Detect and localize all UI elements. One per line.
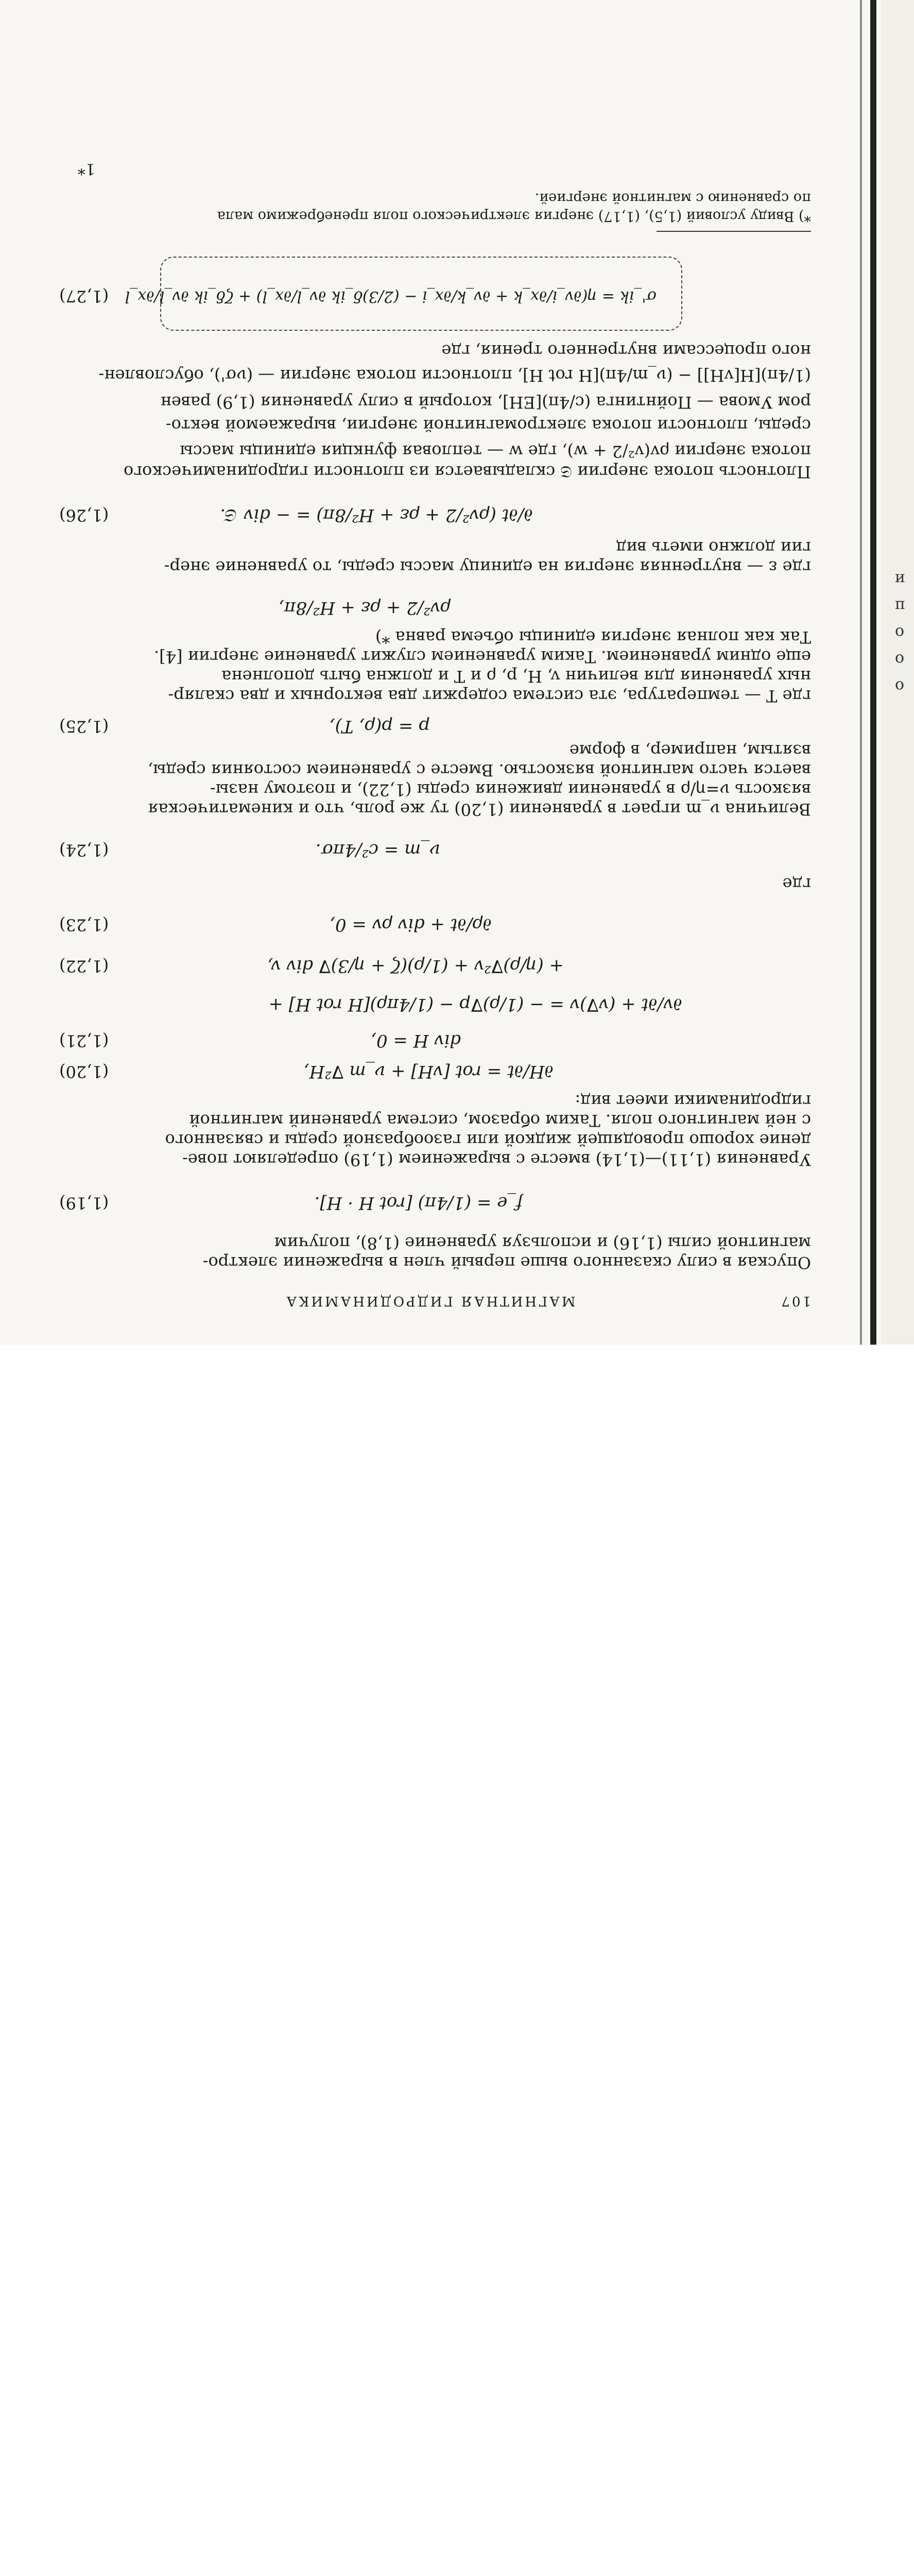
- edge-glyph: о: [895, 675, 905, 693]
- text-line: еще одним уравнением. Таким уравнением служит уравнение энергии [4].: [153, 647, 811, 667]
- equation: f_e = (1/4π) [rot H · H].: [314, 1193, 523, 1213]
- equation: ρv²/2 + ρε + H²/8π,: [279, 598, 451, 618]
- equation: div H = 0,: [371, 1030, 461, 1051]
- edge-glyph: п: [895, 595, 905, 613]
- text-line: Опуская в силу сказанного выше первый член в выражении электро-: [202, 1253, 811, 1273]
- text-line: где: [782, 874, 811, 894]
- book-spine-edge: [870, 0, 876, 1345]
- page-number: 107: [779, 1293, 811, 1309]
- equation: ν_m = c²/4πσ.: [315, 840, 440, 860]
- signature-mark: 1*: [77, 160, 95, 178]
- equation-number: (1,25): [59, 717, 109, 736]
- equation: ∂H/∂t = rot [vH] + ν_m ∇²H,: [303, 1061, 554, 1082]
- equation-number: (1,27): [59, 286, 109, 306]
- text-line: потока энергии ρv(v²/2 + w), где w — тепловая функция единицы массы: [180, 442, 811, 461]
- edge-glyph: и: [895, 568, 905, 586]
- text-line: Так как полная энергия единицы объема равна *): [375, 628, 811, 647]
- text-line: гидродинамики имеет вид:: [575, 1091, 811, 1111]
- page-header: [49, 1290, 811, 1309]
- equation: ∂v/∂t + (v∇)v = − (1/ρ)∇p − (1/4πρ)[H rot H] +: [268, 994, 682, 1015]
- equation-number: (1,22): [59, 956, 109, 976]
- facing-page-fragments: [895, 564, 910, 698]
- equation: σ'_ik = η(∂v_i/∂x_k + ∂v_k/∂x_i − (2/3)δ_ik ∂v_l/∂x_l) + ζδ_ik ∂v_l/∂x_l: [125, 287, 657, 306]
- text-line: магнитной силы (1,16) и используя уравнение (1,8), получим: [274, 1233, 811, 1253]
- footnote-rule: [657, 231, 811, 232]
- equation-number: (1,26): [59, 505, 109, 525]
- equation: p = p(ρ, T),: [329, 716, 430, 737]
- text-line: взятым, например, в форме: [569, 741, 811, 760]
- text-line: Уравнения (1,11)—(1,14) вместе с выражением (1,19) определяют пове-: [182, 1150, 811, 1170]
- text-line: где T — температура, эта система содержит два векторных и два скаляр-: [168, 686, 811, 706]
- equation-number: (1,19): [59, 1193, 109, 1213]
- edge-glyph: о: [895, 649, 905, 667]
- equation-number: (1,23): [59, 915, 109, 935]
- footnote-line: по сравнению с магнитной энергией.: [534, 190, 811, 206]
- text-line: среды, плотности потока электромагнитной энергии, выражаемой векто-: [165, 416, 811, 435]
- equation: ∂ρ/∂t + div ρv = 0,: [330, 914, 492, 935]
- text-line: вается часто магнитной вязкостью. Вместе с уравнением состояния среды,: [147, 760, 811, 780]
- text-line: гии должно иметь вид: [616, 538, 811, 557]
- text-line: где ε — внутренняя энергия на единицу массы среды, то уравнение энер-: [164, 557, 811, 577]
- text-line: дение хорошо проводящей жидкой или газообразной среды и связанного: [165, 1130, 811, 1150]
- equation-number: (1,24): [59, 840, 109, 860]
- text-line: Величина ν_m играет в уравнении (1,20) ту же роль, что и кинематическая: [148, 800, 811, 819]
- text-line: Плотность потока энергии 𝔖 складывается из плотности гидродинамического: [123, 462, 811, 482]
- running-title: МАГНИТНАЯ ГИДРОДИНАМИКА: [284, 1293, 576, 1309]
- book-page-rotated: [28, 10, 852, 1340]
- equation: ∂/∂t (ρv²/2 + ρε + H²/8π) = − div 𝔖.: [220, 505, 533, 526]
- text-line: ром Умова — Пойнтинга (c/4π)[EH], который в силу уравнения (1,9) равен: [160, 393, 811, 412]
- scan-shadow-line: [860, 0, 862, 1345]
- text-line: вязкость ν=η/ρ в уравнении движения среды (1,22), и поэтому назы-: [210, 780, 811, 800]
- equation-number: (1,20): [59, 1062, 109, 1081]
- edge-glyph: о: [895, 622, 905, 640]
- text-line: с ней магнитного поля. Таким образом, система уравнений магнитной: [189, 1111, 811, 1130]
- equation: + (η/ρ)∇²v + (1/ρ)(ζ + η/3)∇ div v,: [267, 956, 564, 976]
- equation-number: (1,21): [59, 1031, 109, 1050]
- footnote-line: *) Ввиду условий (1,5), (1,17) энергия электрического поля пренебрежимо мала: [217, 208, 811, 224]
- text-line: (1/4π)[H[vH]] − (ν_m/4π)[H rot H], плотности потока энергии — (νσ'), обусловлен-: [98, 366, 811, 385]
- text-line: ного процессами внутреннего трения, где: [441, 341, 811, 361]
- text-line: ных уравнения для величин v, H, p, ρ и T и должна быть дополнена: [221, 667, 811, 686]
